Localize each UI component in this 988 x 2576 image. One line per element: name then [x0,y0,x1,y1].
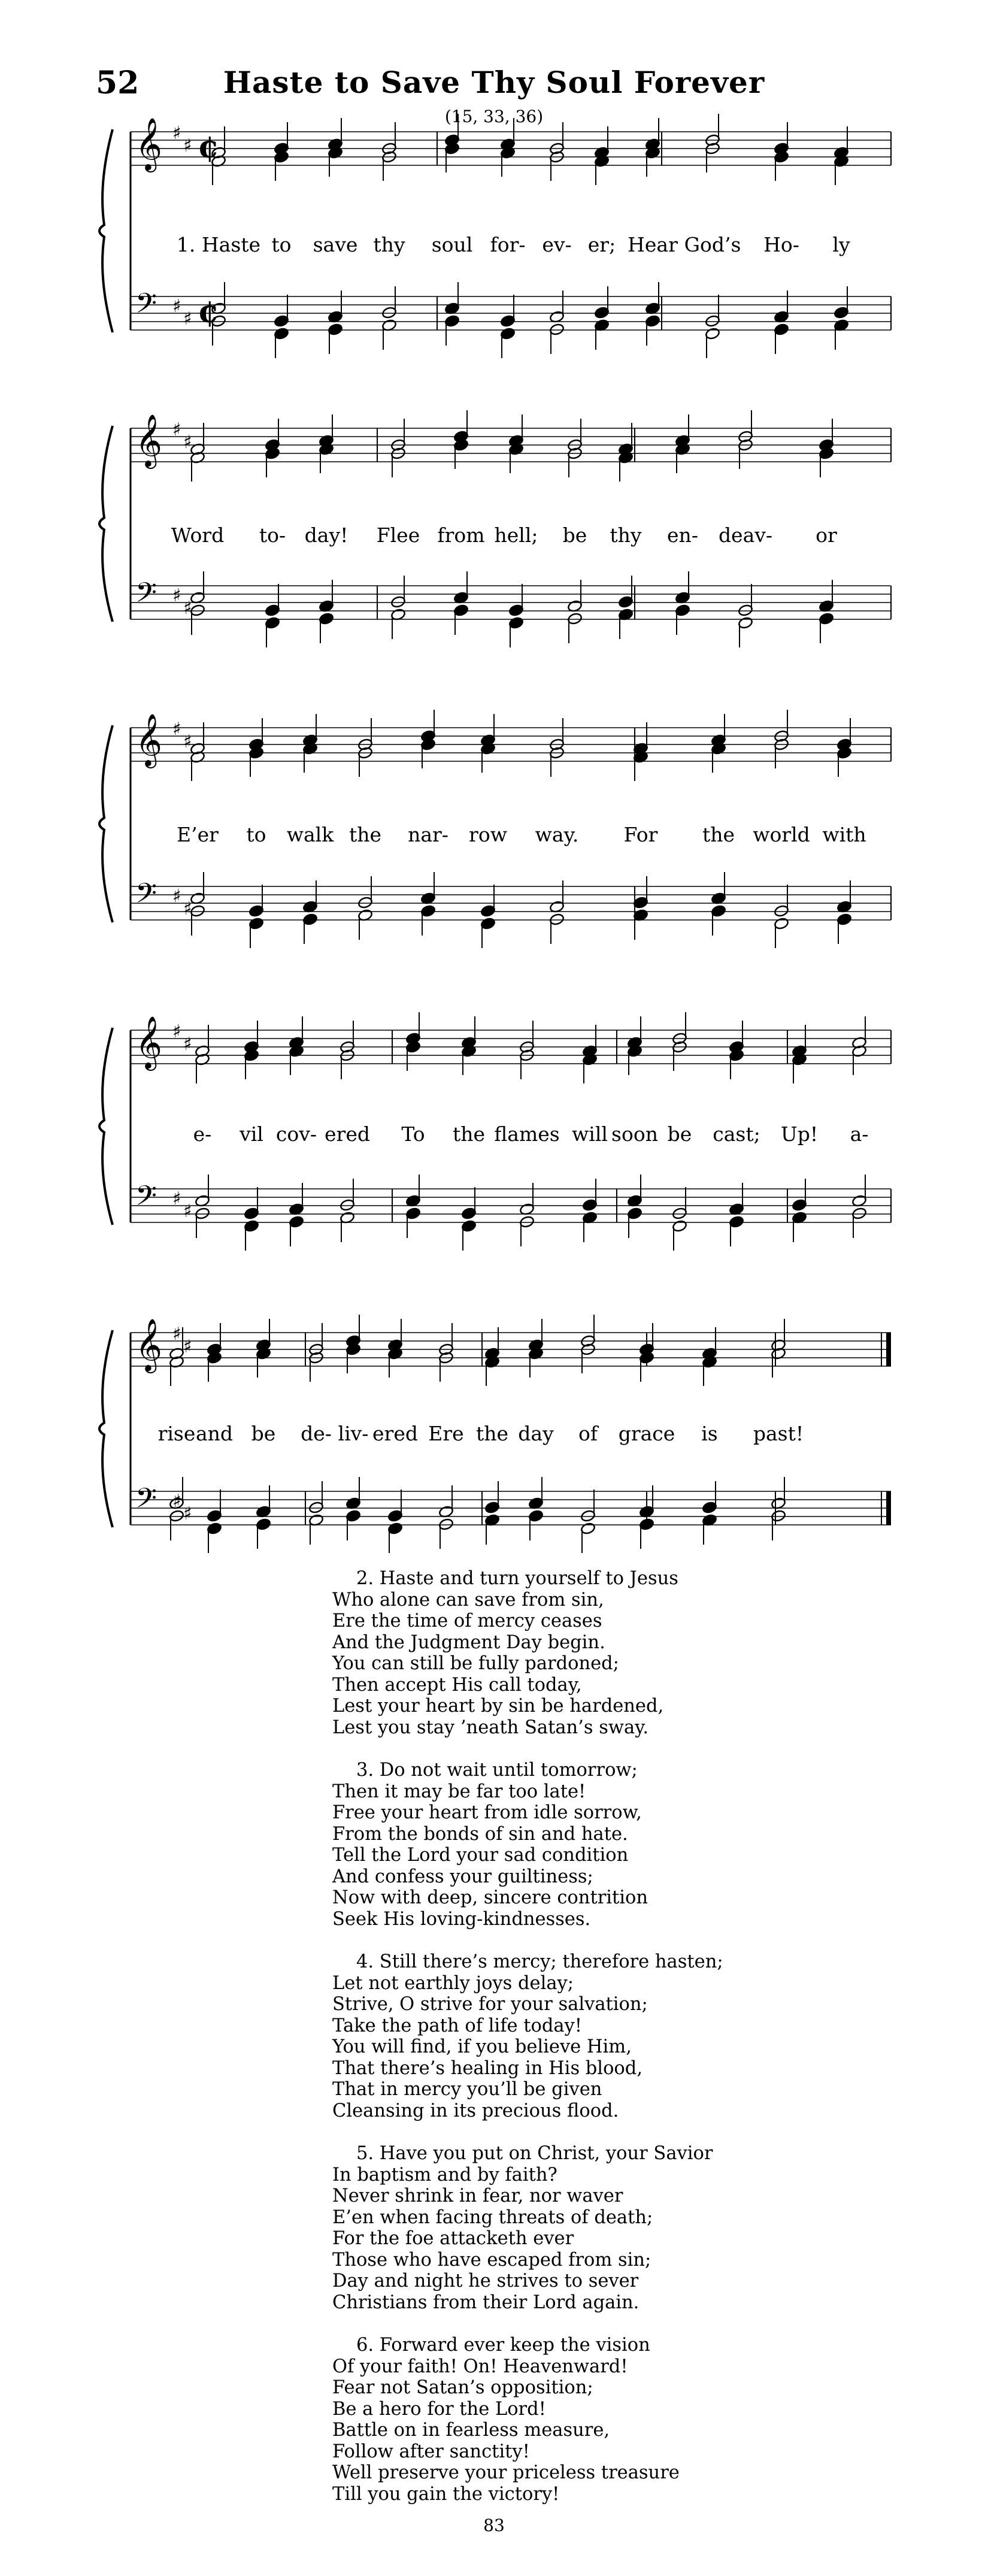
verse-line: Those who have escaped from sin; [332,2249,651,2271]
lyric-syllable: deav- [718,523,773,547]
verse [332,1951,751,2121]
sharp-icon: ♯ [172,585,181,606]
hymn-number: 52 [96,65,140,101]
lyric-syllable: flames [494,1122,560,1146]
brace [99,129,113,332]
lyric-syllable: for- [490,233,526,256]
verse-line: 3. Do not wait until tomorrow; [356,1760,638,1781]
lyric-syllable: save [313,233,358,256]
verse-line: That in mercy you’ll be given [332,2079,602,2100]
lyric-syllable: the [475,1422,509,1445]
lyric-syllable: liv- [338,1422,369,1445]
verse-line: Battle on in fearless measure, [332,2420,610,2441]
sharp-icon: ♯ [183,1201,192,1222]
lyric-syllable: the [348,823,382,846]
treble-clef-icon: 𝄞 [135,1015,162,1068]
bass-clef-icon: 𝄢 [135,287,157,326]
bass-clef-icon: 𝄢 [135,877,157,916]
lyric-syllable: ered [372,1422,418,1445]
hymn-meter: (15, 33, 36) [444,107,544,126]
lyric-syllable: Up! [780,1122,819,1146]
verse-line: Who alone can save from sin, [332,1589,604,1611]
lyric-syllable: de- [301,1422,332,1445]
lyric-syllable: be [562,523,587,547]
lyric-syllable: Ho- [763,233,799,256]
lyric-syllable: Hear [628,233,678,256]
lyric-syllable: thy [610,523,642,547]
verse-line: Tell the Lord your sad condition [332,1845,629,1866]
verse-line: And the Judgment Day begin. [332,1631,605,1653]
lyric-syllable: or [816,523,837,547]
lyric-syllable: to- [259,523,286,547]
lyric-syllable: day [518,1422,554,1445]
bass-clef-icon: 𝄢 [135,577,157,616]
lyric-syllable: world [753,823,810,846]
brace [99,1028,113,1225]
verse-line: 4. Still there’s mercy; therefore hasten; [356,1951,723,1972]
lyric-syllable: vil [240,1122,263,1146]
verse-line: From the bonds of sin and hate. [332,1823,628,1845]
verse-line: 5. Have you put on Christ, your Savior [356,2143,713,2164]
lyric-syllable: Ere [428,1422,464,1445]
verse-line: 6. Forward ever keep the vision [356,2335,650,2356]
verse-line: You can still be fully pardoned; [332,1653,619,1674]
verse-line: Be a hero for the Lord! [332,2398,546,2420]
final-bar [886,1333,891,1366]
lyric-syllable: and [195,1422,234,1445]
lyric-syllable: to [271,233,292,256]
lyric-syllable: is [701,1422,718,1445]
verse-line: Let not earthly joys delay; [332,1972,574,1994]
lyric-syllable: will [572,1122,608,1146]
brace [99,1330,113,1527]
verse-line: Till you gain the victory! [332,2483,560,2505]
verse [332,1760,751,1930]
verse [332,2143,751,2313]
sharp-icon: ♯ [172,296,181,317]
verse-line: Take the path of life today! [332,2015,583,2036]
treble-clef-icon: 𝄞 [135,713,162,766]
lyric-syllable: a- [850,1122,869,1146]
sharp-icon: ♯ [183,1034,192,1055]
verse-line: Never shrink in fear, nor waver [332,2185,623,2206]
verse-line: Lest you stay ’neath Satan’s sway. [332,1717,649,1738]
lyric-syllable: be [667,1122,692,1146]
lyric-syllable: God’s [684,233,741,256]
verse-line: Day and night he strives to sever [332,2271,639,2292]
sharp-icon: ♯ [183,1336,192,1357]
verse-line: Well preserve your priceless treasure [332,2462,680,2483]
lyric-syllable: soul [431,233,473,256]
verse-line: Free your heart from idle sorrow, [332,1802,642,1823]
lyric-syllable: ered [325,1122,370,1146]
sharp-icon: ♯ [172,719,181,740]
sharp-icon: ♯ [183,1503,192,1524]
verse-line: Of your faith! On! Heavenward! [332,2356,628,2377]
sharp-icon: ♯ [183,135,192,156]
hymn-title: Haste to Save Thy Soul Forever [223,65,765,100]
lyric-syllable: walk [286,823,334,846]
brace [99,725,113,922]
lyric-syllable: To [401,1122,425,1146]
verse-line: Then accept His call today, [332,1674,582,1696]
sharp-icon: ♯ [172,1491,181,1512]
lyric-syllable: rise [157,1422,196,1445]
verse-line: Follow after sanctity! [332,2441,530,2462]
verse-line: Now with deep, sincere contrition [332,1887,648,1908]
sharp-icon: ♯ [172,1021,181,1042]
verse-line: Christians from their Lord again. [332,2292,640,2313]
lyric-syllable: way. [535,823,579,846]
bass-clef-icon: 𝄢 [135,1180,157,1219]
verses-block [332,1568,751,2526]
bass-clef-icon: 𝄢 [135,1482,157,1521]
verse [332,1568,751,1738]
lyric-syllable: row [469,823,507,846]
lyric-syllable: nar- [408,823,448,846]
sharp-icon: ♯ [183,308,192,329]
verse [332,2335,751,2505]
sharp-icon: ♯ [172,1188,181,1209]
treble-clef-icon: 𝄞 [135,413,162,467]
verse-line: You will find, if you believe Him, [332,2036,632,2057]
verse-line: Ere the time of mercy ceases [332,1611,602,1631]
verse-line: For the foe attacketh ever [332,2228,574,2249]
sharp-icon: ♯ [172,419,181,440]
sharp-icon: ♯ [183,598,192,619]
lyric-syllable: cast; [713,1122,760,1146]
verse-line: That there’s healing in His blood, [332,2057,643,2079]
lyric-syllable: For [623,823,658,846]
lyric-syllable: thy [373,233,405,256]
treble-clef-icon: 𝄞 [135,1318,162,1371]
treble-clef-icon: 𝄞 [135,117,162,170]
sharp-icon: ♯ [183,731,192,752]
verse-line: Cleansing in its precious flood. [332,2100,619,2121]
sharp-icon: ♯ [172,886,181,907]
lyric-syllable: soon [611,1122,658,1146]
lyric-syllable: from [437,523,485,547]
lyric-syllable: er; [587,233,616,256]
lyric-syllable: Flee [376,523,420,547]
lyric-syllable: Word [171,523,225,547]
lyric-syllable: cov- [275,1122,317,1146]
verse-line: Seek His loving-kindnesses. [332,1908,591,1930]
lyric-syllable: past! [753,1422,804,1445]
verse-line: E’en when facing threats of death; [332,2206,653,2228]
lyric-syllable: hell; [494,523,538,547]
lyric-syllable: with [822,823,866,846]
cut-time-icon: ¢ [198,293,220,330]
cut-time-icon: ¢ [198,129,220,165]
lyric-syllable: E’er [177,823,219,846]
verse-line: Strive, O strive for your salvation; [332,1994,648,2015]
verse-line: Fear not Satan’s opposition; [332,2377,593,2398]
lyric-syllable: grace [618,1422,675,1445]
lyric-syllable: ev- [542,233,572,256]
lyric-syllable: be [251,1422,276,1445]
verse-line: 2. Haste and turn yourself to Jesus [356,1568,678,1589]
lyric-syllable: of [578,1422,598,1445]
sharp-icon: ♯ [172,123,181,144]
page-number: 83 [483,2516,505,2535]
lyric-syllable: the [702,823,735,846]
verse-line: Then it may be far too late! [332,1781,586,1802]
lyric-syllable: day! [304,523,348,547]
verse-line: And confess your guiltiness; [332,1866,593,1887]
verse-line: In baptism and by faith? [332,2164,557,2185]
verse-line: Lest your heart by sin be hardened, [332,1696,664,1717]
lyric-syllable: 1. Haste [176,233,261,256]
sharp-icon: ♯ [172,1324,181,1345]
sharp-icon: ♯ [183,432,192,453]
lyric-syllable: to [246,823,266,846]
final-bar [886,1491,891,1525]
lyric-syllable: en- [667,523,698,547]
brace [99,426,113,622]
lyric-syllable: the [452,1122,486,1146]
sharp-icon: ♯ [183,898,192,919]
lyric-syllable: e- [193,1122,212,1146]
lyric-syllable: ly [832,233,850,256]
